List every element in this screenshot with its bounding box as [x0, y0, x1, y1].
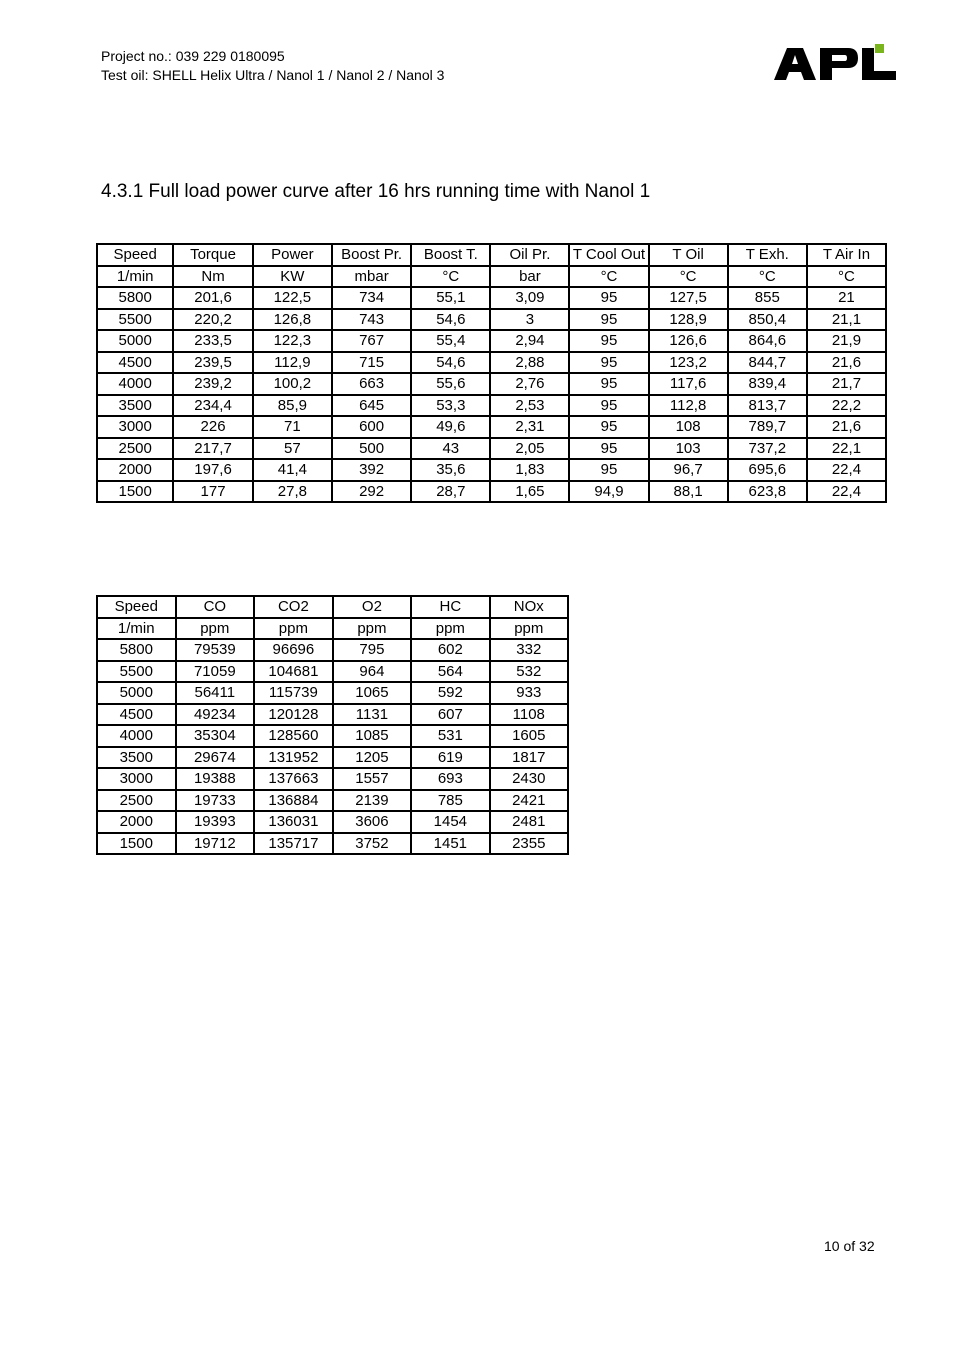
table-cell: 233,5 — [173, 330, 252, 352]
table-cell: 126,8 — [253, 309, 332, 331]
table-cell: 2,31 — [490, 416, 569, 438]
table-cell: 3,09 — [490, 287, 569, 309]
table-cell: 117,6 — [649, 373, 728, 395]
table-row — [97, 352, 886, 374]
table-cell: 785 — [411, 790, 489, 812]
table-cell: 96,7 — [649, 459, 728, 481]
table-cell: NOx — [490, 596, 568, 618]
table-cell: 28,7 — [411, 481, 490, 503]
table-cell: 131952 — [254, 747, 333, 769]
table-cell: 2421 — [490, 790, 568, 812]
table-cell: 1085 — [333, 725, 411, 747]
table-cell: 1,83 — [490, 459, 569, 481]
table-cell: 49,6 — [411, 416, 490, 438]
table-cell: 1454 — [411, 811, 489, 833]
table-cell: 4000 — [97, 373, 173, 395]
table-cell: T Air In — [807, 244, 886, 266]
emissions-table — [96, 595, 569, 855]
table-cell: KW — [253, 266, 332, 288]
table-cell: 964 — [333, 661, 411, 683]
table-cell: 734 — [332, 287, 411, 309]
table-cell: 839,4 — [728, 373, 807, 395]
table-cell: 2,53 — [490, 395, 569, 417]
table-cell: 54,6 — [411, 309, 490, 331]
table-cell: 663 — [332, 373, 411, 395]
table-cell: 123,2 — [649, 352, 728, 374]
table-cell: 136031 — [254, 811, 333, 833]
table-cell: 2500 — [97, 790, 176, 812]
table-row — [97, 790, 568, 812]
table-cell: 104681 — [254, 661, 333, 683]
table-cell: 767 — [332, 330, 411, 352]
table-cell: 239,2 — [173, 373, 252, 395]
table-cell: Boost Pr. — [332, 244, 411, 266]
table-header-row — [97, 596, 568, 618]
table-cell: 103 — [649, 438, 728, 460]
table-cell: 21,1 — [807, 309, 886, 331]
table-cell: 4500 — [97, 704, 176, 726]
table-cell: 96696 — [254, 639, 333, 661]
table-row — [97, 725, 568, 747]
table-cell: 21,6 — [807, 352, 886, 374]
table-cell: T Exh. — [728, 244, 807, 266]
table-cell: 95 — [569, 459, 648, 481]
table-cell: Power — [253, 244, 332, 266]
table-cell: CO2 — [254, 596, 333, 618]
table-cell: 122,3 — [253, 330, 332, 352]
table-cell: 22,2 — [807, 395, 886, 417]
table-cell: 564 — [411, 661, 489, 683]
table-cell: 108 — [649, 416, 728, 438]
table-cell: 592 — [411, 682, 489, 704]
table-cell: 29674 — [176, 747, 255, 769]
table-cell: 1605 — [490, 725, 568, 747]
table-cell: Speed — [97, 596, 176, 618]
table-cell: 21,7 — [807, 373, 886, 395]
table-cell: 115739 — [254, 682, 333, 704]
table-units-row — [97, 266, 886, 288]
table-cell: 41,4 — [253, 459, 332, 481]
table-cell: 55,6 — [411, 373, 490, 395]
table-cell: T Cool Out — [569, 244, 648, 266]
table-cell: 292 — [332, 481, 411, 503]
table-cell: T Oil — [649, 244, 728, 266]
table-cell: 1/min — [97, 266, 173, 288]
table-cell: °C — [807, 266, 886, 288]
table-cell: 27,8 — [253, 481, 332, 503]
table-cell: 35304 — [176, 725, 255, 747]
table-cell: 2,76 — [490, 373, 569, 395]
table-cell: 332 — [490, 639, 568, 661]
table-cell: 128,9 — [649, 309, 728, 331]
table-cell: 5500 — [97, 309, 173, 331]
table-cell: 21,9 — [807, 330, 886, 352]
table-cell: 71 — [253, 416, 332, 438]
apl-logo — [774, 44, 896, 82]
table-cell: 226 — [173, 416, 252, 438]
table-cell: 532 — [490, 661, 568, 683]
table-row — [97, 459, 886, 481]
table-cell: 844,7 — [728, 352, 807, 374]
table-cell: 2000 — [97, 459, 173, 481]
table-cell: 3500 — [97, 395, 173, 417]
table-cell: °C — [728, 266, 807, 288]
table-row — [97, 768, 568, 790]
table-cell: 43 — [411, 438, 490, 460]
table-cell: 1205 — [333, 747, 411, 769]
table-cell: 1,65 — [490, 481, 569, 503]
table-cell: 1500 — [97, 833, 176, 855]
table-cell: 128560 — [254, 725, 333, 747]
table-cell: Speed — [97, 244, 173, 266]
table-row — [97, 704, 568, 726]
table-cell: 789,7 — [728, 416, 807, 438]
table-header-row — [97, 244, 886, 266]
table-cell: 5800 — [97, 639, 176, 661]
table-cell: O2 — [333, 596, 411, 618]
table-cell: 55,4 — [411, 330, 490, 352]
table-cell: 531 — [411, 725, 489, 747]
table-cell: 85,9 — [253, 395, 332, 417]
table-cell: 35,6 — [411, 459, 490, 481]
table-row — [97, 395, 886, 417]
table-cell: 695,6 — [728, 459, 807, 481]
table-cell: 1065 — [333, 682, 411, 704]
table-cell: 122,5 — [253, 287, 332, 309]
table-cell: mbar — [332, 266, 411, 288]
table-cell: 2,88 — [490, 352, 569, 374]
table-cell: 500 — [332, 438, 411, 460]
table-cell: 53,3 — [411, 395, 490, 417]
table-cell: 3500 — [97, 747, 176, 769]
table-cell: CO — [176, 596, 255, 618]
table-cell: 19712 — [176, 833, 255, 855]
table-cell: 813,7 — [728, 395, 807, 417]
test-oil: Test oil: SHELL Helix Ultra / Nanol 1 / Nanol 2 / Nanol 3 — [101, 67, 445, 83]
table-cell: 1817 — [490, 747, 568, 769]
table-row — [97, 287, 886, 309]
table-cell: 600 — [332, 416, 411, 438]
table-cell: 2430 — [490, 768, 568, 790]
table-cell: 95 — [569, 438, 648, 460]
table-cell: 2355 — [490, 833, 568, 855]
table-cell: Torque — [173, 244, 252, 266]
table-row — [97, 309, 886, 331]
table-cell: 137663 — [254, 768, 333, 790]
table-cell: °C — [569, 266, 648, 288]
table-cell: 234,4 — [173, 395, 252, 417]
table-cell: 2139 — [333, 790, 411, 812]
table-cell: 22,4 — [807, 459, 886, 481]
table-row — [97, 661, 568, 683]
table-row — [97, 438, 886, 460]
table-cell: 5800 — [97, 287, 173, 309]
table-cell: 2481 — [490, 811, 568, 833]
table-cell: bar — [490, 266, 569, 288]
table-row — [97, 811, 568, 833]
table-cell: Oil Pr. — [490, 244, 569, 266]
project-number: Project no.: 039 229 0180095 — [101, 48, 285, 64]
table-cell: 22,4 — [807, 481, 886, 503]
table-cell: 135717 — [254, 833, 333, 855]
table-cell: 4000 — [97, 725, 176, 747]
document-header — [101, 47, 444, 85]
table-cell: Boost T. — [411, 244, 490, 266]
table-cell: 5000 — [97, 330, 173, 352]
table-cell: 693 — [411, 768, 489, 790]
table-cell: 21,6 — [807, 416, 886, 438]
page-number: 10 of 32 — [824, 1238, 875, 1254]
table-cell: 57 — [253, 438, 332, 460]
table-cell: 1500 — [97, 481, 173, 503]
table-cell: 3000 — [97, 768, 176, 790]
table-cell: 602 — [411, 639, 489, 661]
table-cell: 2,05 — [490, 438, 569, 460]
table-cell: 95 — [569, 309, 648, 331]
table-cell: 623,8 — [728, 481, 807, 503]
table-cell: 1451 — [411, 833, 489, 855]
table-cell: 201,6 — [173, 287, 252, 309]
table-row — [97, 373, 886, 395]
table-cell: 3 — [490, 309, 569, 331]
table-cell: 177 — [173, 481, 252, 503]
table-cell: 120128 — [254, 704, 333, 726]
table-cell: 1108 — [490, 704, 568, 726]
table-cell: 2000 — [97, 811, 176, 833]
table-cell: 737,2 — [728, 438, 807, 460]
table-cell: ppm — [254, 618, 333, 640]
table-row — [97, 682, 568, 704]
table-cell: ppm — [176, 618, 255, 640]
table-cell: 112,8 — [649, 395, 728, 417]
table-cell: 95 — [569, 395, 648, 417]
table-cell: 49234 — [176, 704, 255, 726]
table-cell: 95 — [569, 373, 648, 395]
table-cell: 95 — [569, 416, 648, 438]
table-cell: 619 — [411, 747, 489, 769]
table-cell: 79539 — [176, 639, 255, 661]
table-cell: 94,9 — [569, 481, 648, 503]
table-cell: °C — [649, 266, 728, 288]
table-cell: ppm — [333, 618, 411, 640]
table-cell: 22,1 — [807, 438, 886, 460]
table-cell: 239,5 — [173, 352, 252, 374]
table-cell: 3000 — [97, 416, 173, 438]
table-cell: 3752 — [333, 833, 411, 855]
table-cell: 127,5 — [649, 287, 728, 309]
table-cell: 220,2 — [173, 309, 252, 331]
table-cell: 855 — [728, 287, 807, 309]
table-cell: 19388 — [176, 768, 255, 790]
engine-performance-table — [96, 243, 887, 503]
table-cell: 850,4 — [728, 309, 807, 331]
table-cell: 19733 — [176, 790, 255, 812]
table-cell: 5500 — [97, 661, 176, 683]
table-cell: 217,7 — [173, 438, 252, 460]
table-cell: 197,6 — [173, 459, 252, 481]
table-cell: 5000 — [97, 682, 176, 704]
table-cell: 933 — [490, 682, 568, 704]
table-cell: 645 — [332, 395, 411, 417]
table-cell: 136884 — [254, 790, 333, 812]
table-cell: 95 — [569, 330, 648, 352]
table-cell: 112,9 — [253, 352, 332, 374]
table-cell: 2,94 — [490, 330, 569, 352]
table-cell: 392 — [332, 459, 411, 481]
table-cell: 1557 — [333, 768, 411, 790]
table-row — [97, 639, 568, 661]
table-cell: 715 — [332, 352, 411, 374]
table-row — [97, 416, 886, 438]
table-cell: 100,2 — [253, 373, 332, 395]
table-cell: 864,6 — [728, 330, 807, 352]
section-title: 4.3.1 Full load power curve after 16 hrs running time with Nanol 1 — [101, 181, 651, 202]
table-cell: ppm — [490, 618, 568, 640]
table-cell: 95 — [569, 352, 648, 374]
table-cell: 19393 — [176, 811, 255, 833]
table-cell: 3606 — [333, 811, 411, 833]
table-cell: 21 — [807, 287, 886, 309]
table-row — [97, 747, 568, 769]
table-cell: °C — [411, 266, 490, 288]
table-cell: HC — [411, 596, 489, 618]
table-cell: 2500 — [97, 438, 173, 460]
table-cell: 743 — [332, 309, 411, 331]
table-cell: 56411 — [176, 682, 255, 704]
table-cell: Nm — [173, 266, 252, 288]
table-cell: 4500 — [97, 352, 173, 374]
table-cell: ppm — [411, 618, 489, 640]
table-units-row — [97, 618, 568, 640]
table-cell: 126,6 — [649, 330, 728, 352]
table-cell: 795 — [333, 639, 411, 661]
table-row — [97, 330, 886, 352]
table-row — [97, 833, 568, 855]
table-cell: 54,6 — [411, 352, 490, 374]
table-cell: 71059 — [176, 661, 255, 683]
table-cell: 607 — [411, 704, 489, 726]
table-row — [97, 481, 886, 503]
table-cell: 88,1 — [649, 481, 728, 503]
table-cell: 95 — [569, 287, 648, 309]
table-cell: 55,1 — [411, 287, 490, 309]
table-cell: 1131 — [333, 704, 411, 726]
table-cell: 1/min — [97, 618, 176, 640]
